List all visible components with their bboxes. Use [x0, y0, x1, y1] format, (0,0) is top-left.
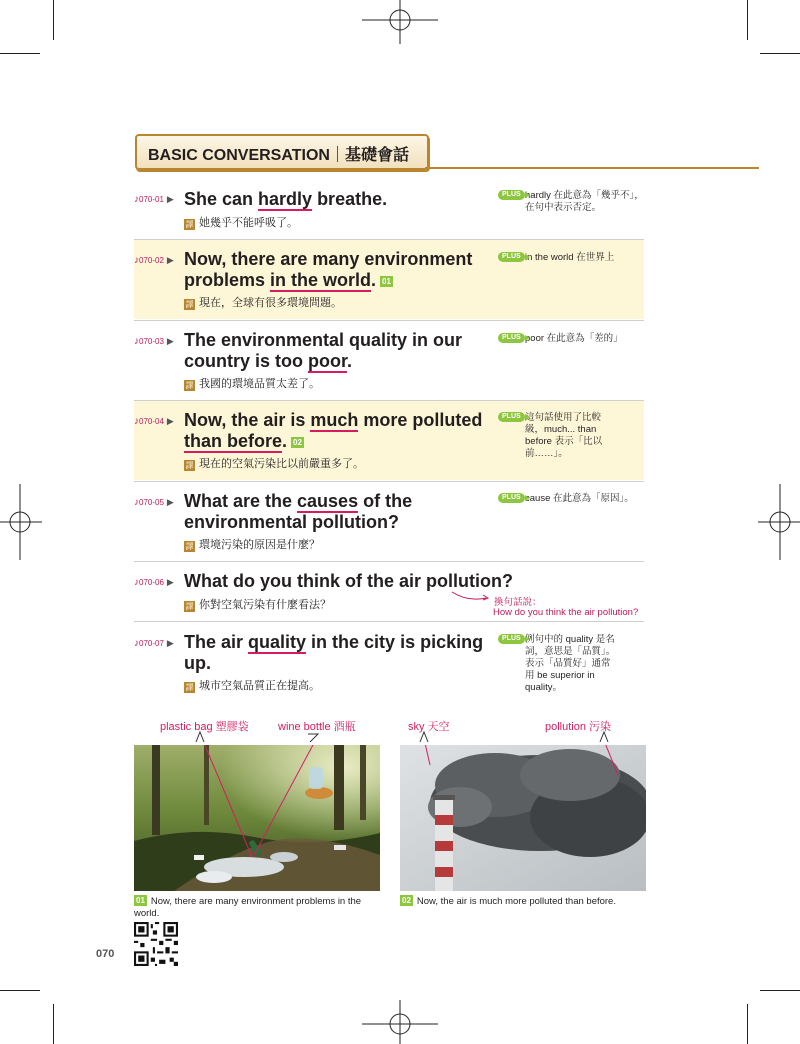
section-title	[148, 142, 409, 165]
sentence-row-2	[134, 240, 644, 319]
qr-code-icon[interactable]	[134, 922, 178, 966]
audio-track-label[interactable]: ♪070-05 ▶	[134, 497, 174, 508]
crop-mark-top-right-h	[760, 53, 800, 54]
photo-ref-badge: 02	[293, 438, 302, 447]
chinese-translation: 譯 城市空氣品質正在提高。	[185, 680, 320, 692]
english-sentence: What are the causes of the environmental pollution?	[184, 491, 413, 532]
pollution-pointer-icon	[598, 730, 610, 744]
title-separator	[337, 146, 338, 162]
play-triangle-icon: ▶	[166, 497, 174, 507]
key-phrase: causes	[297, 491, 359, 511]
photo-caption-2: 02 Now, the air is much more polluted than before.	[402, 896, 616, 907]
label-pollution: pollution 污染	[545, 721, 612, 733]
english-sentence: She can hardly breathe.	[184, 189, 388, 209]
plus-note: PLUS in the world 在世界上	[498, 252, 648, 264]
music-note-icon: ♪	[134, 194, 139, 205]
chinese-translation: 譯 她幾乎不能呼吸了。	[185, 217, 298, 229]
translation-icon: 譯	[185, 461, 194, 470]
translation-icon: 譯	[185, 602, 194, 611]
translation-icon: 譯	[185, 300, 194, 309]
crop-mark-top-left-v	[53, 0, 54, 40]
music-note-icon: ♪	[134, 577, 139, 588]
photo-caption-1: 01 Now, there are many environment problems in the world.	[134, 896, 362, 919]
english-sentence: What do you think of the air pollution?	[184, 571, 513, 591]
alt-expression-arrow	[450, 588, 492, 602]
key-phrase: than before	[184, 431, 283, 451]
label-wine-bottle: wine bottle 酒瓶	[278, 721, 356, 733]
audio-track-label[interactable]: ♪070-02 ▶	[134, 255, 174, 266]
plus-note: PLUS hardly 在此意為「幾乎不」，在句中表示否定。	[498, 190, 648, 214]
plus-tag-icon: PLUS	[498, 333, 525, 343]
english-sentence: Now, the air is much more polluted than before. 02	[184, 410, 483, 451]
photo-litter-forest	[134, 745, 380, 891]
sentence-row-7	[134, 622, 644, 700]
sentence-row-4	[134, 401, 644, 480]
sky-pointer-icon	[418, 730, 430, 744]
section-title-zh: 基礎會話	[344, 147, 409, 164]
key-phrase: hardly	[258, 189, 313, 209]
english-sentence: The environmental quality in our country is too poor.	[184, 330, 463, 371]
translation-icon: 譯	[185, 542, 194, 551]
chinese-translation: 譯 你對空氣污染有什麼看法？	[185, 599, 331, 611]
header-rule	[425, 167, 759, 169]
registration-mark-top	[362, 0, 438, 44]
plastic-bag-pointer-icon	[194, 730, 206, 744]
music-note-icon: ♪	[134, 497, 139, 508]
wine-bottle-pointer-icon	[306, 730, 320, 744]
play-triangle-icon: ▶	[166, 577, 174, 587]
music-note-icon: ♪	[134, 416, 139, 427]
key-phrase: quality	[248, 632, 307, 652]
audio-track-label[interactable]: ♪070-07 ▶	[134, 638, 174, 649]
chinese-translation: 譯 現在，全球有很多環境問題。	[185, 297, 342, 309]
registration-mark-bottom	[362, 1000, 438, 1044]
plus-note: PLUS cause 在此意為「原因」。	[498, 493, 648, 505]
plus-note: PLUS 例句中的 quality 是名詞，意思是「品質」。表示「品質好」通常用 be superior in quality。	[498, 634, 618, 694]
crop-mark-top-right-v	[747, 0, 748, 40]
chinese-translation: 譯 現在的空氣污染比以前嚴重多了。	[185, 458, 364, 470]
chinese-translation: 譯 環境污染的原因是什麼？	[185, 539, 320, 551]
crop-mark-bottom-left-h	[0, 990, 40, 991]
play-triangle-icon: ▶	[166, 255, 174, 265]
audio-track-label[interactable]: ♪070-04 ▶	[134, 416, 174, 427]
photo-ref-badge: 01	[382, 277, 391, 286]
key-phrase: much	[310, 410, 359, 430]
label-plastic-bag: plastic bag 塑膠袋	[160, 721, 249, 733]
chinese-translation: 譯 我國的環境品質太差了。	[185, 378, 320, 390]
label-sky: sky 天空	[408, 721, 450, 733]
crop-mark-bottom-left-v	[53, 1004, 54, 1044]
plus-note: PLUS 這句話使用了比較級，much... than before 表示「比以前……」。	[498, 412, 618, 460]
translation-icon: 譯	[185, 683, 194, 692]
page-number: 070	[96, 948, 115, 960]
play-triangle-icon: ▶	[166, 416, 174, 426]
caption-badge: 01	[136, 896, 145, 905]
alt-expression-label: 換句話說：	[494, 597, 542, 608]
english-sentence: The air quality in the city is picking up.	[184, 632, 484, 673]
sentence-row-1	[134, 184, 644, 236]
section-title-en: BASIC CONVERSATION	[148, 147, 330, 164]
plus-tag-icon: PLUS	[498, 493, 525, 503]
caption-badge: 02	[402, 896, 411, 905]
plus-tag-icon: PLUS	[498, 412, 525, 422]
plus-tag-icon: PLUS	[498, 190, 525, 200]
crop-mark-bottom-right-v	[747, 1004, 748, 1044]
photo-smokestack	[400, 745, 646, 891]
plus-note: PLUS poor 在此意為「差的」	[498, 333, 648, 345]
audio-track-label[interactable]: ♪070-01 ▶	[134, 194, 174, 205]
play-triangle-icon: ▶	[166, 336, 174, 346]
crop-mark-top-left-h	[0, 53, 40, 54]
translation-icon: 譯	[185, 220, 194, 229]
sentence-row-3	[134, 321, 644, 399]
music-note-icon: ♪	[134, 255, 139, 266]
audio-track-label[interactable]: ♪070-03 ▶	[134, 336, 174, 347]
sentence-row-5	[134, 482, 644, 560]
play-triangle-icon: ▶	[166, 194, 174, 204]
plus-tag-icon: PLUS	[498, 252, 525, 262]
play-triangle-icon: ▶	[166, 638, 174, 648]
music-note-icon: ♪	[134, 336, 139, 347]
key-phrase: in the world	[270, 270, 372, 290]
section-header-box	[135, 134, 429, 170]
registration-mark-right	[758, 484, 800, 560]
alt-expression-text: How do you think the air pollution?	[493, 607, 639, 618]
translation-icon: 譯	[185, 381, 194, 390]
crop-mark-bottom-right-h	[760, 990, 800, 991]
audio-track-label[interactable]: ♪070-06 ▶	[134, 577, 174, 588]
music-note-icon: ♪	[134, 638, 139, 649]
key-phrase: poor	[308, 351, 348, 371]
english-sentence: Now, there are many environment problems in the world. 01	[184, 249, 473, 290]
registration-mark-left	[0, 484, 42, 560]
plus-tag-icon: PLUS	[498, 634, 525, 644]
